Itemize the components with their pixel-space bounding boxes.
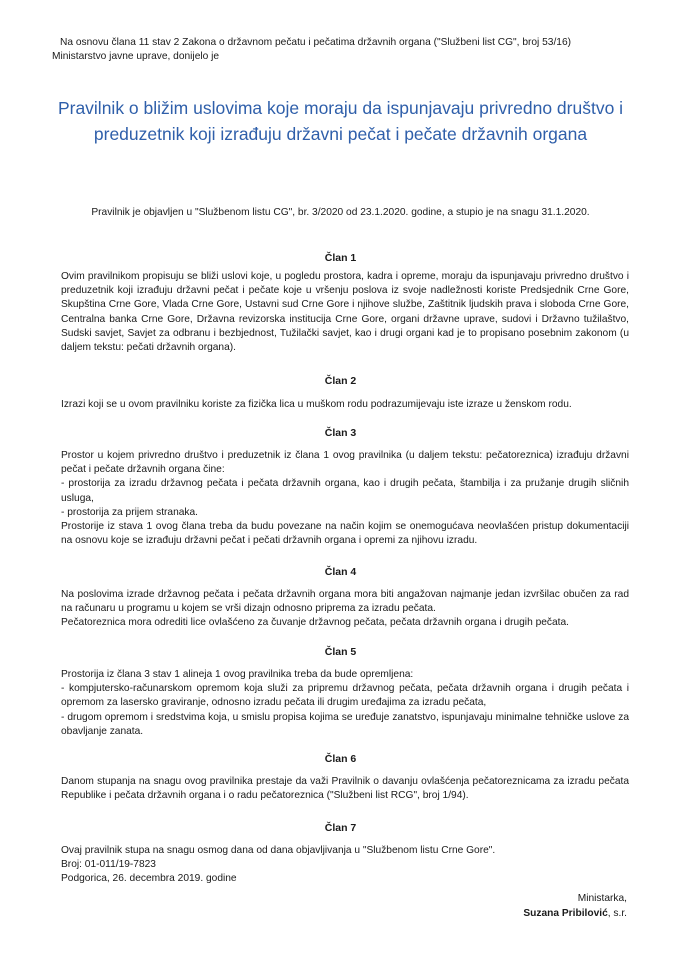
article-6-heading: Član 6 [324, 753, 357, 765]
preamble-line-1: Na osnovu člana 11 stav 2 Zakona o državnom pečatu i pečatima državnih organa ("Službeni list CG", broj 53/16) [60, 37, 572, 48]
article-3-paragraph-2: Prostorije iz stava 1 ovog člana treba da budu povezane na način kojim se onemogućava neovlašćen pristup dokumentaciji na osnovu koje se izrađuju državni pečat i pečati državnih organa i opremi za njihovu izradu. [61, 521, 629, 547]
preamble [52, 36, 629, 64]
article-4-body [61, 588, 629, 631]
preamble-line-2: Ministarstvo javne uprave, donijelo je [52, 51, 220, 62]
article-3-heading: Član 3 [324, 427, 357, 439]
article-5-dash-2: - drugom opremom i sredstvima koja, u smislu propisa kojima se uređuje zanatstvo, ispunjavaju minimalne tehničke uslove za obavljanje zanata. [61, 711, 629, 737]
article-1-heading: Član 1 [324, 252, 357, 264]
article-5-heading: Član 5 [324, 646, 357, 658]
article-5-body [61, 668, 629, 739]
publication-note: Pravilnik je objavljen u "Službenom listu CG", br. 3/2020 od 23.1.2020. godine, a stupio je na snagu 31.1.2020. [91, 207, 590, 218]
place-and-date: Podgorica, 26. decembra 2019. godine [61, 873, 237, 885]
article-1-body [61, 270, 629, 355]
article-4-paragraph-1: Na poslovima izrade državnog pečata i pečata državnih organa mora biti angažovan najmanje jedan izvršilac obučen za rad na računaru u programu u kojem se vrši dizajn odnosno priprema za izradu pečata. [61, 589, 629, 615]
article-4-heading: Član 4 [324, 566, 357, 578]
signature-block [523, 891, 627, 921]
article-3-body [61, 449, 629, 548]
article-2-heading: Član 2 [324, 375, 357, 387]
article-2-body [61, 398, 629, 412]
article-2-text: Izrazi koji se u ovom pravilniku koriste za fizička lica u muškom rodu podrazumijevaju iste izraze u ženskom rodu. [61, 399, 572, 410]
reference-number: Broj: 01-011/19-7823 [61, 859, 156, 871]
signatory-role: Ministarka, [577, 893, 627, 904]
article-3-dash-1: - prostorija za izradu državnog pečata i pečata državnih organa, kao i drugih pečata, štambilja i za pružanje drugih sličnih usluga, [61, 478, 629, 504]
article-7-heading: Član 7 [324, 822, 357, 834]
article-3-paragraph-1: Prostor u kojem privredno društvo i preduzetnik iz člana 1 ovog pravilnika (u daljem tekstu: pečatoreznica) izrađuju državni pečat i pečate državnih organa čine: [61, 450, 629, 476]
article-3-dash-2: - prostorija za prijem stranaka. [61, 506, 199, 518]
signatory-line [523, 906, 627, 921]
article-5-dash-1: - kompjutersko-računarskom opremom koja služi za pripremu državnog pečata, pečata državnih organa i drugih pečata i opremom za lasersko graviranje, odnosno izradu pečata ili drugim uređajima za izradu pečata, [61, 683, 629, 709]
article-5-paragraph-1: Prostorija iz člana 3 stav 1 alineja 1 ovog pravilnika treba da bude opremljena: [61, 669, 414, 680]
article-1-text: Ovim pravilnikom propisuju se bliži uslovi koje, u pogledu prostora, kadra i opreme, moraju da ispunjavaju privredno društvo i preduzetnik koji izrađuju državni pečat i pečate koje u vršenju poslova iz svoje nadležnosti koriste Predsjednik Crne Gore, Skupština Crne Gore, Vlada Crne Gore, Ustavni sud Crne Gore i njihove službe, Zaštitnik ljudskih prava i sloboda Crne Gore, Centralna banka Crne Gore, Državna revizorska institucija Crne Gore, organi državne uprave, sudovi i Državno tužilaštvo, Sudski savjet, Savjet za odbranu i bezbjednost, Tužilački savjet, kao i drugi organi kad je to propisano posebnim zakonom (u daljem tekstu: pečati državnih organa). [61, 271, 629, 354]
article-7-body [61, 844, 629, 887]
article-6-text: Danom stupanja na snagu ovog pravilnika prestaje da važi Pravilnik o davanju ovlašćenja pečatoreznicama za izradu pečata Republike i pečata državnih organa i o radu pečatoreznica ("Službeni list RCG", broj 1/94). [61, 776, 629, 802]
signatory-suffix: , s.r. [607, 908, 627, 919]
article-6-body [61, 775, 629, 803]
signatory-name: Suzana Pribilović [523, 908, 608, 919]
article-4-paragraph-2: Pečatoreznica mora odrediti lice ovlašćeno za čuvanje državnog pečata, pečata državnih organa i drugih pečata. [61, 617, 569, 629]
article-7-text: Ovaj pravilnik stupa na snagu osmog dana od dana objavljivanja u "Službenom listu Crne Gore". [61, 845, 496, 856]
document-title: Pravilnik o bližim uslovima koje moraju da ispunjavaju privredno društvo i preduzetnik koji izrađuju državni pečat i pečate državnih organa [57, 98, 624, 144]
